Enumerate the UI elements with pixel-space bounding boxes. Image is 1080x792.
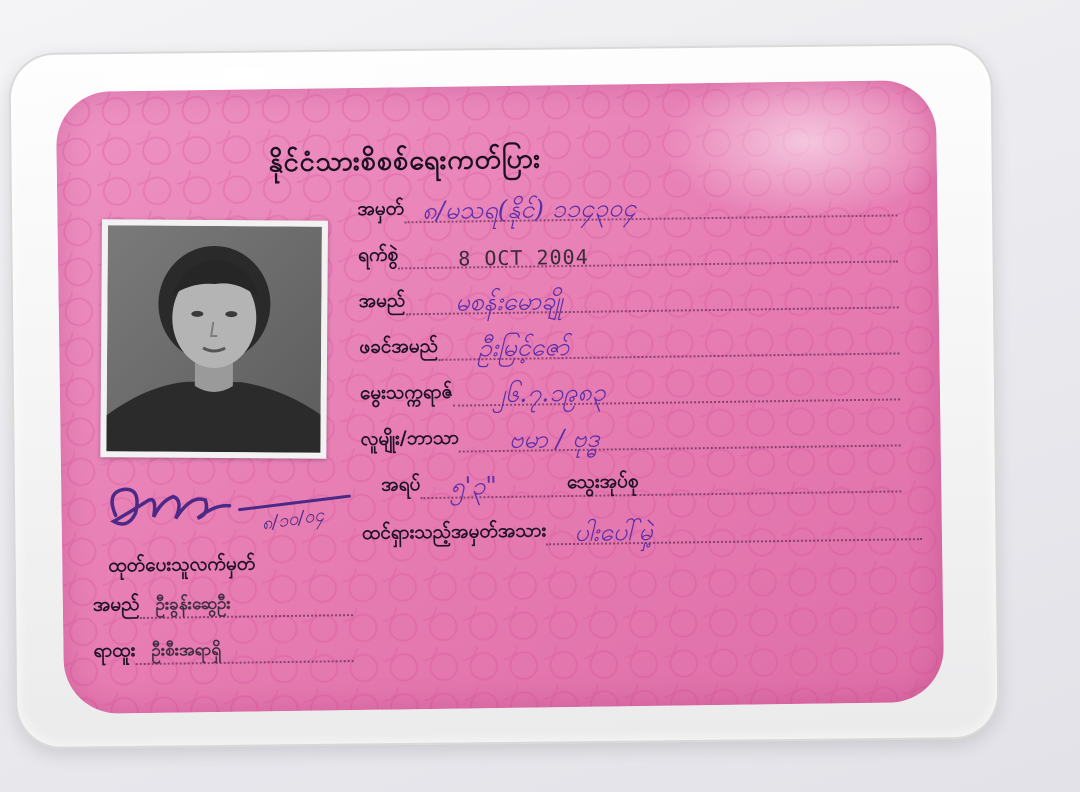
sleeve-shine: [51, 65, 431, 87]
mark-row: [362, 508, 922, 552]
name-label: အမည်: [358, 289, 406, 312]
race-religion-label: လူမျိုး/ဘာသာ: [360, 426, 460, 450]
name-line: [405, 276, 899, 319]
issue-date-label: ရက်စွဲ: [357, 243, 399, 266]
id-number-row: [357, 184, 897, 228]
dob-line: [453, 368, 900, 410]
issuer-rank-row: [93, 632, 353, 670]
height-blood-row: [381, 460, 901, 503]
mark-label: ထင်ရှားသည့်အမှတ်အသား: [361, 519, 547, 544]
mark-line: [546, 508, 922, 549]
issue-date-line: [398, 230, 898, 273]
issuer-rank-value: ဦးစီးအရာရှိ: [151, 639, 222, 661]
portrait-image: [106, 225, 322, 452]
name-value: မစန်းမောချို: [455, 286, 563, 317]
dob-value: ၂၆.၇.၁၉၈၃: [492, 377, 606, 409]
blood-type-label: သွေးအုပ်စု: [566, 470, 639, 494]
dob-row: [360, 368, 900, 412]
signature-date: ၈/၁၀/၀၄: [260, 504, 326, 535]
mark-value: ပါးပေါ်မှဲ့: [574, 516, 653, 547]
name-row: [358, 276, 898, 320]
issuer-name-line: [139, 586, 353, 623]
id-number-value: ၈/မသရ(နိုင်) ၁၁၄၃၀၄: [421, 193, 637, 226]
id-photo: [100, 219, 328, 459]
race-religion-row: [360, 414, 900, 458]
id-number-line: [404, 184, 898, 227]
id-card: [56, 80, 945, 714]
race-religion-value: ဗမာ / ဗုဒ္ဓ: [508, 423, 600, 454]
issue-date-value: 8 OCT 2004: [458, 244, 589, 271]
father-name-row: [359, 322, 899, 366]
issuer-name-label: အမည်: [92, 593, 140, 616]
card-title: နိုင်ငံသားစိစစ်ရေးကတ်ပြား: [268, 143, 542, 179]
issuer-name-value: ဦးခွန်းဆွေဦး: [155, 593, 231, 615]
issuer-name-row: [93, 586, 353, 624]
issuer-rank-label: ရာထူး: [93, 639, 136, 662]
dob-label: မွေးသက္ကရာဇ်: [359, 380, 454, 404]
height-label: အရပ်: [381, 473, 421, 496]
issue-date-row: [358, 230, 898, 274]
father-name-label: ဖခင်အမည်: [359, 334, 439, 358]
height-value: ၅'၃": [450, 471, 498, 501]
father-name-line: [438, 322, 900, 364]
father-name-value: ဦးမြင့်ဇော်: [477, 332, 570, 363]
id-number-label: အမှတ်: [357, 197, 405, 220]
race-religion-line: [459, 414, 901, 456]
height-blood-line: [420, 460, 901, 503]
issuer-signature-label: ထုတ်ပေးသူလက်မှတ်: [108, 552, 256, 577]
issuer-rank-line: [135, 632, 354, 669]
